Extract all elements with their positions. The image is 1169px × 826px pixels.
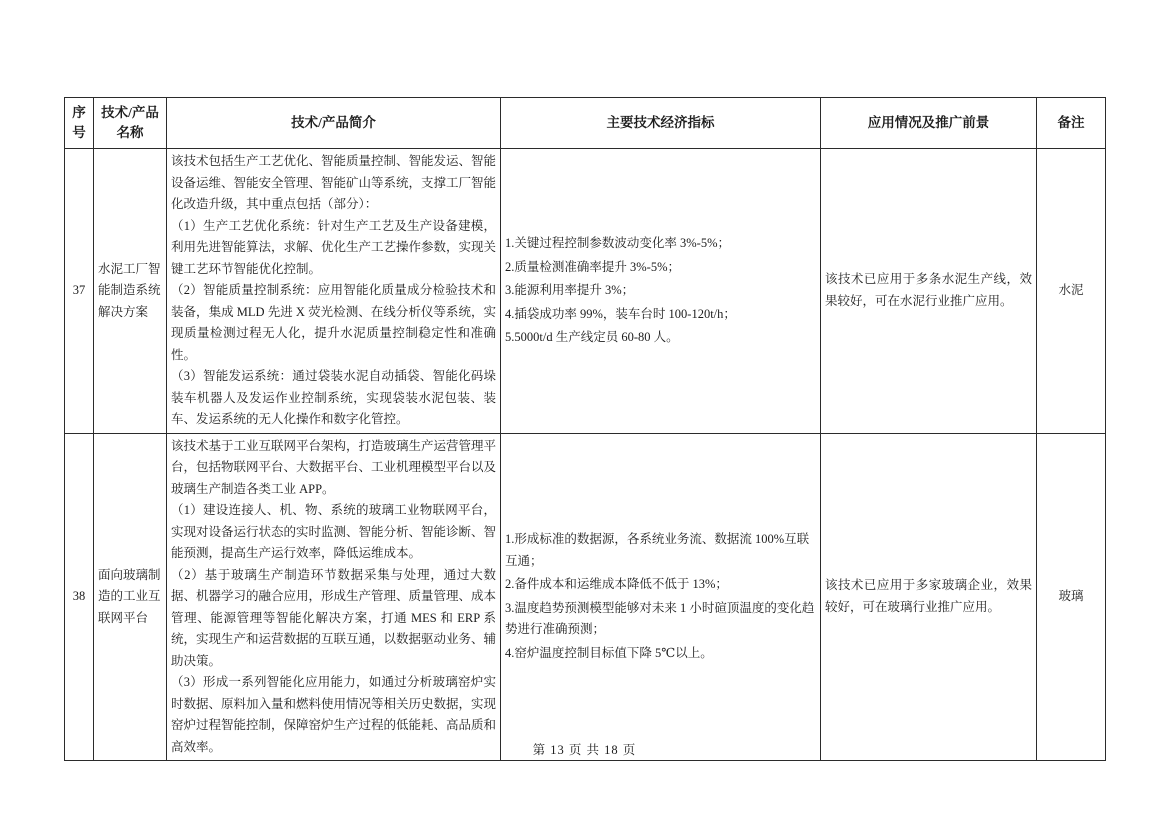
remark-cell: 玻璃 xyxy=(1037,433,1106,761)
indicator-item: 5.5000t/d 生产线定员 60-80 人。 xyxy=(505,330,679,344)
remark-cell: 水泥 xyxy=(1037,149,1106,434)
intro-paragraph: （2）基于玻璃生产制造环节数据采集与处理，通过大数据、机器学习的融合应用，形成生产管理、质量管理、成本管理、能源管理等智能化解决方案，打通 MES 和 ERP 系统，实现生产和运营数据的互联互通，以数据驱动业务、辅助决策。 xyxy=(171,567,497,668)
header-name: 技术/产品名称 xyxy=(94,98,167,149)
header-remark: 备注 xyxy=(1037,98,1106,149)
intro-paragraph: （3）智能发运系统：通过袋装水泥自动插袋、智能化码垛装车机器人及发运作业控制系统，实现袋装水泥包装、装车、发运系统的无人化操作和数字化管控。 xyxy=(171,369,496,426)
technology-table xyxy=(64,97,1106,761)
application-cell: 该技术已应用于多家玻璃企业，效果较好，可在玻璃行业推广应用。 xyxy=(821,433,1037,761)
header-intro: 技术/产品简介 xyxy=(167,98,501,149)
indicator-item: 4.窑炉温度控制目标值下降 5℃以上。 xyxy=(505,645,713,660)
indicator-item: 1.形成标准的数据源，各系统业务流、数据流 100%互联互通； xyxy=(505,532,810,568)
table-row xyxy=(65,433,1106,761)
intro-paragraph: （1）建设连接人、机、物、系统的玻璃工业物联网平台，实现对设备运行状态的实时监测、智能分析、智能诊断、智能预测，提高生产运行效率，降低运维成本。 xyxy=(171,503,497,560)
name-cell: 水泥工厂智能制造系统解决方案 xyxy=(94,149,167,434)
intro-paragraph: （3）形成一系列智能化应用能力，如通过分析玻璃窑炉实时数据、原料加入量和燃料使用情况等相关历史数据，实现窑炉过程智能控制，保障窑炉生产过程的低能耗、高品质和高效率。 xyxy=(171,675,497,754)
intro-cell xyxy=(167,433,501,761)
indicator-item: 3.能源利用率提升 3%； xyxy=(505,283,635,297)
name-cell: 面向玻璃制造的工业互联网平台 xyxy=(94,433,167,761)
page-number-footer: 第 13 页 共 18 页 xyxy=(532,743,637,757)
indicator-item: 4.插袋成功率 99%，装车台时 100-120t/h； xyxy=(505,306,736,321)
indicator-item: 2.备件成本和运维成本降低不低于 13%； xyxy=(505,577,728,592)
intro-paragraph: 该技术基于工业互联网平台架构，打造玻璃生产运营管理平台，包括物联网平台、大数据平台、工业机理模型平台以及玻璃生产制造各类工业 APP。 xyxy=(171,438,497,496)
table-header-row xyxy=(65,98,1106,149)
seq-cell: 38 xyxy=(65,433,94,761)
intro-paragraph: （1）生产工艺优化系统：针对生产工艺及生产设备建模，利用先进智能算法，求解、优化生产工艺操作参数，实现关键工艺环节智能优化控制。 xyxy=(171,218,497,276)
indicators-cell xyxy=(501,433,821,761)
indicator-item: 2.质量检测准确率提升 3%-5%； xyxy=(505,259,680,274)
application-cell: 该技术已应用于多条水泥生产线，效果较好，可在水泥行业推广应用。 xyxy=(821,149,1037,434)
intro-paragraph: （2）智能质量控制系统：应用智能化质量成分检验技术和装备，集成 MLD 先进 X 荧光检测、在线分析仪等系统，实现质量检测过程无人化，提升水泥质量控制稳定性和准确性。 xyxy=(171,283,496,362)
intro-paragraph: 该技术包括生产工艺优化、智能质量控制、智能发运、智能设备运维、智能安全管理、智能矿山等系统，支撑工厂智能化改造升级，其中重点包括（部分）： xyxy=(171,154,497,211)
table-row xyxy=(65,149,1106,434)
header-application: 应用情况及推广前景 xyxy=(821,98,1037,149)
seq-cell: 37 xyxy=(65,149,94,434)
indicator-item: 3.温度趋势预测模型能够对未来 1 小时碹顶温度的变化趋势进行准确预测； xyxy=(505,600,815,637)
header-indicators: 主要技术经济指标 xyxy=(501,98,821,149)
header-seq: 序号 xyxy=(65,98,94,149)
indicator-item: 1.关键过程控制参数波动变化率 3%-5%； xyxy=(505,236,730,250)
intro-cell xyxy=(167,149,501,434)
indicators-cell xyxy=(501,149,821,434)
